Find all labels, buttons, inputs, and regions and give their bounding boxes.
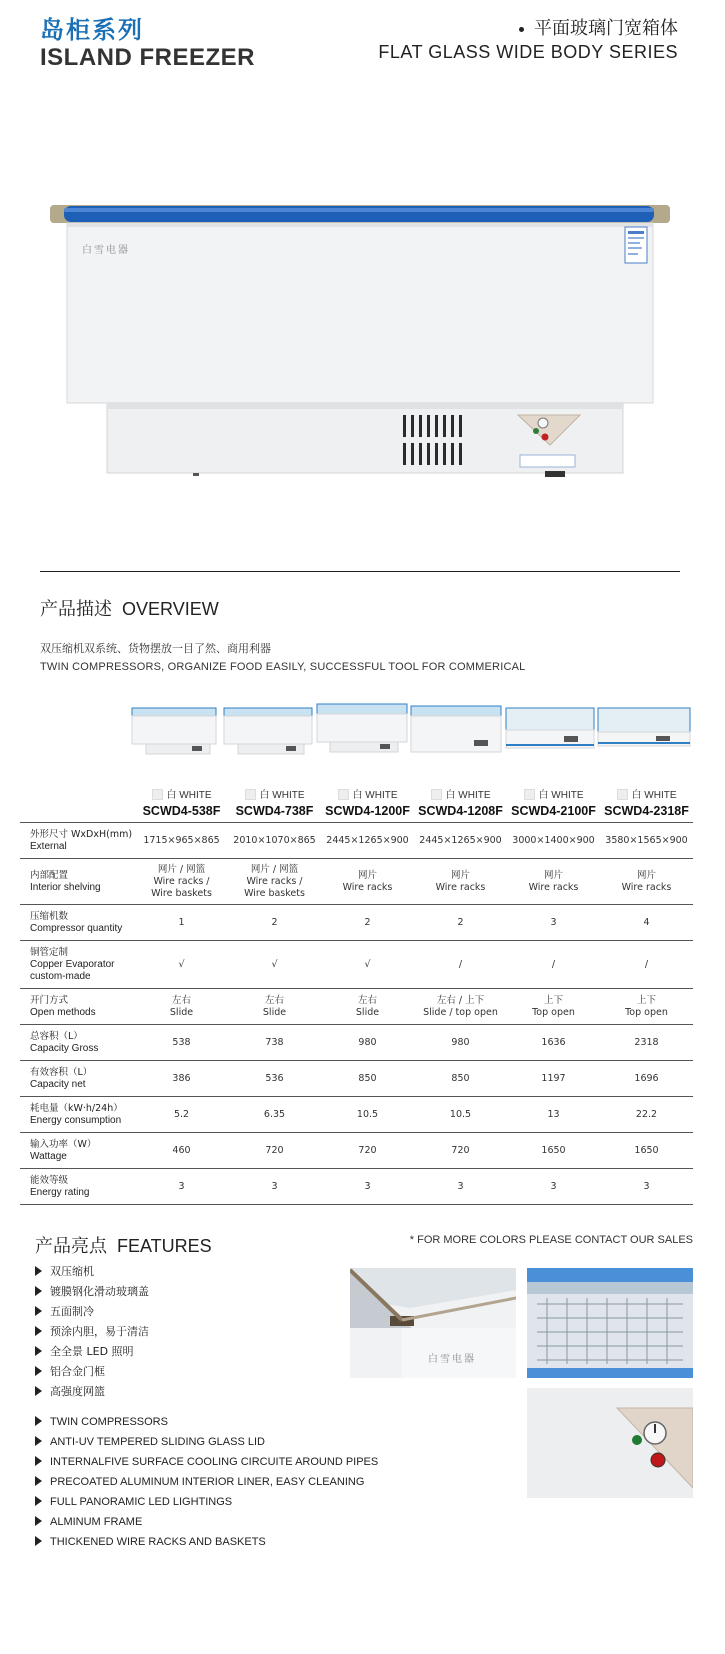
product-thumb-1200f [314, 700, 410, 778]
features-list-cn [35, 1262, 149, 1402]
spec-cell: √ [321, 941, 414, 989]
model-header: 白 WHITE SCWD4-538F [142, 790, 221, 818]
features-list-en [35, 1412, 378, 1552]
spec-cell: 网片 / 网篮 Wire racks / Wire baskets [228, 859, 321, 905]
table-row [20, 1097, 693, 1133]
bullet-dot [519, 27, 524, 32]
triangle-bullet-icon [35, 1456, 42, 1466]
spec-cell: 2 [414, 905, 507, 941]
spec-cell: 网片 / 网篮 Wire racks / Wire baskets [135, 859, 228, 905]
spec-label-en: Copper Evaporator custom-made [30, 958, 115, 982]
spec-cell: 2445×1265×900 [321, 823, 414, 859]
table-header-blank [20, 786, 135, 823]
product-thumb-2318f [596, 700, 692, 778]
product-thumb-538f [126, 700, 222, 778]
spec-label: 压缩机数 Compressor quantity [20, 905, 135, 941]
spec-cell: 720 [414, 1133, 507, 1169]
spec-cell: 左右 / 上下 Slide / top open [414, 989, 507, 1025]
spec-table-body [20, 823, 693, 1205]
spec-cell: 上下 Top open [600, 989, 693, 1025]
spec-cell: 3 [414, 1169, 507, 1205]
features-title-cn: 产品亮点 [35, 1236, 107, 1257]
model-header: 白 WHITE SCWD4-2100F [511, 790, 596, 818]
spec-cell: 13 [507, 1097, 600, 1133]
model-header: 白 WHITE SCWD4-2318F [604, 790, 689, 818]
spec-cell: 网片 Wire racks [600, 859, 693, 905]
spec-cell: / [600, 941, 693, 989]
spec-cell: 2445×1265×900 [414, 823, 507, 859]
triangle-bullet-icon [35, 1326, 42, 1336]
spec-cell: 3 [600, 1169, 693, 1205]
spec-label-en: Energy consumption [30, 1114, 122, 1126]
spec-cell: 386 [135, 1061, 228, 1097]
overview-desc-cn: 双压缩机双系统、货物摆放一目了然、商用利器 [40, 642, 271, 655]
spec-cell: 980 [321, 1025, 414, 1061]
overview-title-cn: 产品描述 [40, 599, 112, 620]
triangle-bullet-icon [35, 1536, 42, 1546]
feature-item: 高强度网篮 [35, 1382, 149, 1402]
spec-cell: 1715×965×865 [135, 823, 228, 859]
title-cn: 岛柜系列 [40, 16, 144, 44]
spec-table [20, 786, 693, 1205]
product-thumbnails [20, 700, 693, 778]
spec-cell: 左右 Slide [135, 989, 228, 1025]
color-swatch [524, 789, 535, 800]
spec-cell: 10.5 [414, 1097, 507, 1133]
triangle-bullet-icon [35, 1266, 42, 1276]
table-row [20, 941, 693, 989]
spec-cell: / [414, 941, 507, 989]
triangle-bullet-icon [35, 1436, 42, 1446]
spec-cell: 10.5 [321, 1097, 414, 1133]
spec-cell: 左右 Slide [228, 989, 321, 1025]
spec-cell: 1197 [507, 1061, 600, 1097]
spec-cell: 538 [135, 1025, 228, 1061]
spec-label-en: Compressor quantity [30, 922, 123, 934]
feature-item: ANTI-UV TEMPERED SLIDING GLASS LID [35, 1432, 378, 1452]
triangle-bullet-icon [35, 1416, 42, 1426]
spec-cell: 460 [135, 1133, 228, 1169]
model-header: 白 WHITE SCWD4-1208F [418, 790, 503, 818]
feature-item: 预涂内胆，易于清洁 [35, 1322, 149, 1342]
color-swatch [431, 789, 442, 800]
divider-rule [40, 571, 680, 572]
spec-label-en: Capacity net [30, 1078, 86, 1090]
product-thumb-1208f [408, 700, 504, 778]
product-thumb-2100f [502, 700, 598, 778]
spec-cell: 2318 [600, 1025, 693, 1061]
feature-item: 镀膜钢化滑动玻璃盖 [35, 1282, 149, 1302]
spec-label: 内部配置 Interior shelving [20, 859, 135, 905]
spec-cell: 720 [228, 1133, 321, 1169]
table-row [20, 1169, 693, 1205]
spec-cell: 2 [228, 905, 321, 941]
spec-cell: 2010×1070×865 [228, 823, 321, 859]
feature-item: 五面制冷 [35, 1302, 149, 1322]
triangle-bullet-icon [35, 1346, 42, 1356]
spec-cell: 3 [135, 1169, 228, 1205]
features-title [35, 1232, 212, 1258]
spec-cell: 3000×1400×900 [507, 823, 600, 859]
spec-cell: 网片 Wire racks [321, 859, 414, 905]
spec-cell: 1650 [507, 1133, 600, 1169]
series-cn [519, 14, 678, 40]
spec-label: 外形尺寸 WxDxH(mm) External [20, 823, 135, 859]
spec-cell: 1650 [600, 1133, 693, 1169]
spec-label-en: Capacity Gross [30, 1042, 99, 1054]
hero-brand-mark: 白雪电器 [82, 245, 130, 256]
table-row [20, 823, 693, 859]
table-row [20, 859, 693, 905]
table-row [20, 1061, 693, 1097]
spec-cell: / [507, 941, 600, 989]
spec-cell: 850 [321, 1061, 414, 1097]
spec-cell: 网片 Wire racks [414, 859, 507, 905]
spec-cell: 850 [414, 1061, 507, 1097]
model-header: 白 WHITE SCWD4-738F [235, 790, 314, 818]
overview-title [40, 595, 219, 621]
spec-cell: 3 [507, 905, 600, 941]
spec-cell: 4 [600, 905, 693, 941]
feature-item: INTERNALFIVE SURFACE COOLING CIRCUITE AROUND PIPES [35, 1452, 378, 1472]
spec-cell: 3 [507, 1169, 600, 1205]
overview-desc-en: TWIN COMPRESSORS, ORGANIZE FOOD EASILY, SUCCESSFUL TOOL FOR COMMERICAL [40, 661, 526, 673]
spec-label-en: Open methods [30, 1006, 96, 1018]
spec-cell: 1636 [507, 1025, 600, 1061]
feature-item: PRECOATED ALUMINUM INTERIOR LINER, EASY CLEANING [35, 1472, 378, 1492]
spec-cell: 网片 Wire racks [507, 859, 600, 905]
table-row [20, 1133, 693, 1169]
feature-item: 铝合金门框 [35, 1362, 149, 1382]
triangle-bullet-icon [35, 1386, 42, 1396]
table-row [20, 989, 693, 1025]
spec-label-en: Wattage [30, 1150, 67, 1162]
spec-label: 开门方式 Open methods [20, 989, 135, 1025]
spec-cell: 左右 Slide [321, 989, 414, 1025]
spec-cell: 3580×1565×900 [600, 823, 693, 859]
spec-label: 总容积（L） Capacity Gross [20, 1025, 135, 1061]
wire-racks-photo [527, 1268, 693, 1378]
spec-cell: 980 [414, 1025, 507, 1061]
spec-label: 有效容积（L） Capacity net [20, 1061, 135, 1097]
features-title-en: FEATURES [117, 1236, 212, 1256]
spec-cell: 3 [321, 1169, 414, 1205]
table-row [20, 905, 693, 941]
spec-cell: √ [228, 941, 321, 989]
series-en: FLAT GLASS WIDE BODY SERIES [378, 42, 678, 62]
feature-item: FULL PANORAMIC LED LIGHTINGS [35, 1492, 378, 1512]
triangle-bullet-icon [35, 1516, 42, 1526]
spec-cell: 3 [228, 1169, 321, 1205]
spec-cell: 5.2 [135, 1097, 228, 1133]
model-header: 白 WHITE SCWD4-1200F [325, 790, 410, 818]
table-row [20, 1025, 693, 1061]
spec-cell: 2 [321, 905, 414, 941]
spec-cell: 738 [228, 1025, 321, 1061]
product-thumb-738f [220, 700, 316, 778]
triangle-bullet-icon [35, 1366, 42, 1376]
spec-cell: 上下 Top open [507, 989, 600, 1025]
color-swatch [245, 789, 256, 800]
triangle-bullet-icon [35, 1286, 42, 1296]
triangle-bullet-icon [35, 1496, 42, 1506]
photo-brand-mark: 白雪电器 [428, 1354, 476, 1365]
spec-label: 耗电量（kW·h/24h） Energy consumption [20, 1097, 135, 1133]
spec-label: 能效等级 Energy rating [20, 1169, 135, 1205]
hero-freezer-image [50, 205, 670, 505]
spec-label: 铜管定制 Copper Evaporator custom-made [20, 941, 135, 989]
feature-item: TWIN COMPRESSORS [35, 1412, 378, 1432]
spec-cell: 720 [321, 1133, 414, 1169]
freezer-drawing [50, 205, 670, 505]
feature-item: ALMINUM FRAME [35, 1512, 378, 1532]
spec-label-en: Interior shelving [30, 881, 101, 893]
title-en: ISLAND FREEZER [40, 44, 256, 71]
triangle-bullet-icon [35, 1306, 42, 1316]
color-swatch [152, 789, 163, 800]
table-header-row [20, 786, 693, 823]
triangle-bullet-icon [35, 1476, 42, 1486]
overview-title-en: OVERVIEW [122, 599, 219, 619]
lid-corner-photo [350, 1268, 516, 1378]
spec-cell: 1696 [600, 1061, 693, 1097]
spec-cell: 6.35 [228, 1097, 321, 1133]
feature-item: 双压缩机 [35, 1262, 149, 1282]
control-panel-photo [527, 1388, 693, 1498]
colors-note: * FOR MORE COLORS PLEASE CONTACT OUR SALES [409, 1234, 693, 1246]
color-swatch [338, 789, 349, 800]
color-swatch [617, 789, 628, 800]
spec-cell: 22.2 [600, 1097, 693, 1133]
spec-label-en: Energy rating [30, 1186, 90, 1198]
spec-label-en: External [30, 840, 67, 852]
spec-cell: √ [135, 941, 228, 989]
feature-item: THICKENED WIRE RACKS AND BASKETS [35, 1532, 378, 1552]
series-cn-text: 平面玻璃门宽箱体 [534, 18, 678, 39]
spec-cell: 1 [135, 905, 228, 941]
feature-item: 全全景 LED 照明 [35, 1342, 149, 1362]
spec-cell: 536 [228, 1061, 321, 1097]
spec-label: 输入功率（W） Wattage [20, 1133, 135, 1169]
